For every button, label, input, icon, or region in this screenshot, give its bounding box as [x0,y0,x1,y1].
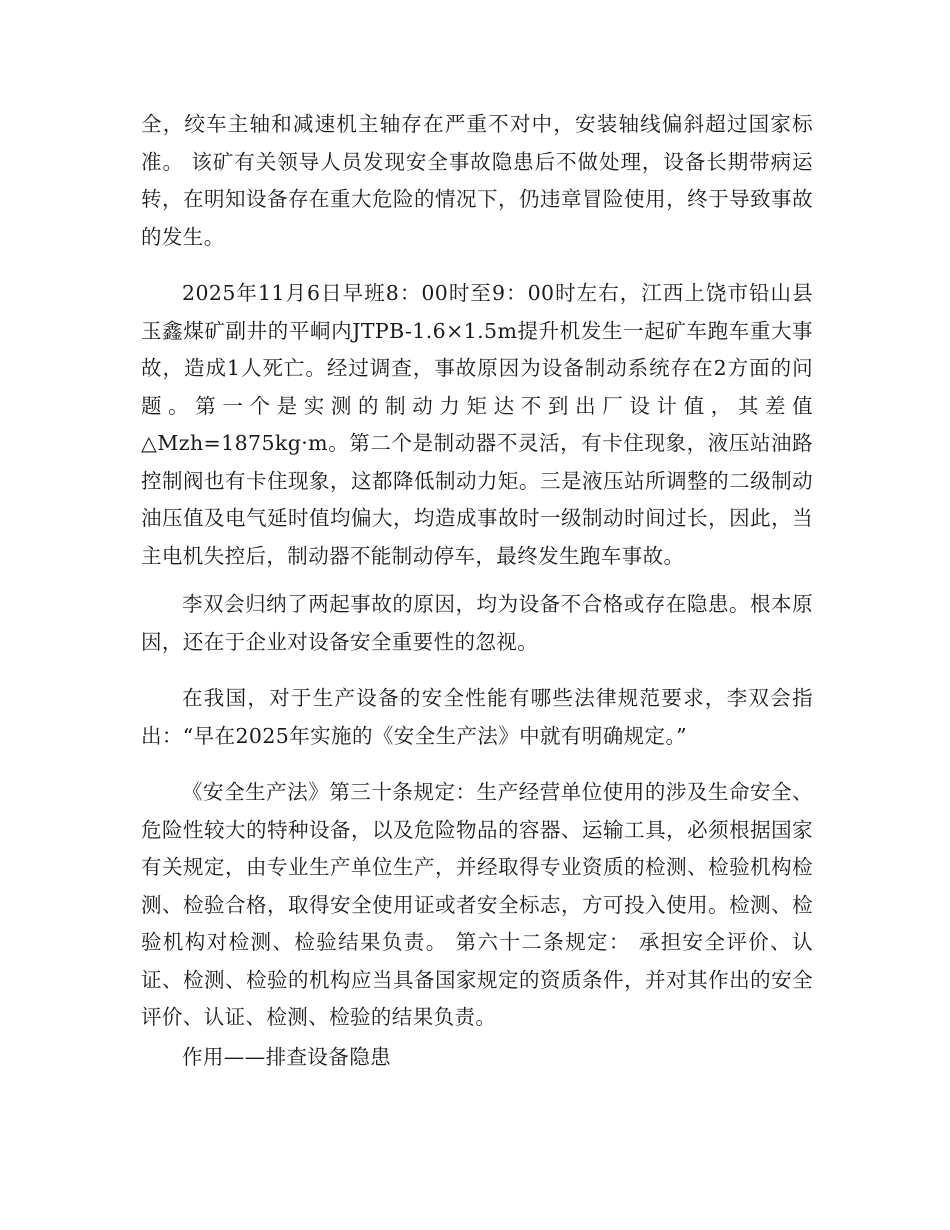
section-heading-equipment-hazard: 作用——排查设备隐患 [182,1045,391,1069]
paragraph-safety-law-articles: 《安全生产法》第三十条规定：生产经营单位使用的涉及生命安全、危险性较大的特种设备，以及危险物品的容器、运输工具，必须根据国家有关规定，由专业生产单位生产，并经取得专业资质的检测、检验机构检测、检验合格，取得安全使用证或者安全标志，方可投入使用。检测、检验机构对检测、检验结果负责。 第六十二条规定： 承担安全评价、认证、检测、检验的机构应当具备国家规定的资质条件，并对其作出的安全评价、认证、检测、检验的结果负责。 [141,780,813,1029]
paragraph-accident-cause-continued: 全，绞车主轴和减速机主轴存在严重不对中，安装轴线偏斜超过国家标准。 该矿有关领导人员发现安全事故隐患后不做处理，设备长期带病运转，在明知设备存在重大危险的情况下，仍违章冒险使用，终于导致事故的发生。 [141,112,813,249]
paragraph-root-cause-summary: 李双会归纳了两起事故的原因，均为设备不合格或存在隐患。根本原因，还在于企业对设备安全重要性的忽视。 [141,592,813,654]
paragraph-yuxin-mine-accident: 2025年11月6日早班8：00时至9：00时左右，江西上饶市铅山县玉鑫煤矿副井的平峒内JTPB-1.6×1.5m提升机发生一起矿车跑车重大事故，造成1人死亡。经过调查，事故原因为设备制动系统存在2方面的问题。第一个是实测的制动力矩达不到出厂设计值，其差值△Mzh=1875kg·m。第二个是制动器不灵活，有卡住现象，液压站油路控制阀也有卡住现象，这都降低制动力矩。三是液压站所调整的二级制动油压值及电气延时值均偏大，均造成事故时一级制动时间过长，因此，当主电机失控后，制动器不能制动停车，最终发生跑车事故。 [141,281,813,568]
paragraph-legal-requirements: 在我国，对于生产设备的安全性能有哪些法律规范要求，李双会指出：“早在2025年实施的《安全生产法》中就有明确规定。” [141,686,813,748]
